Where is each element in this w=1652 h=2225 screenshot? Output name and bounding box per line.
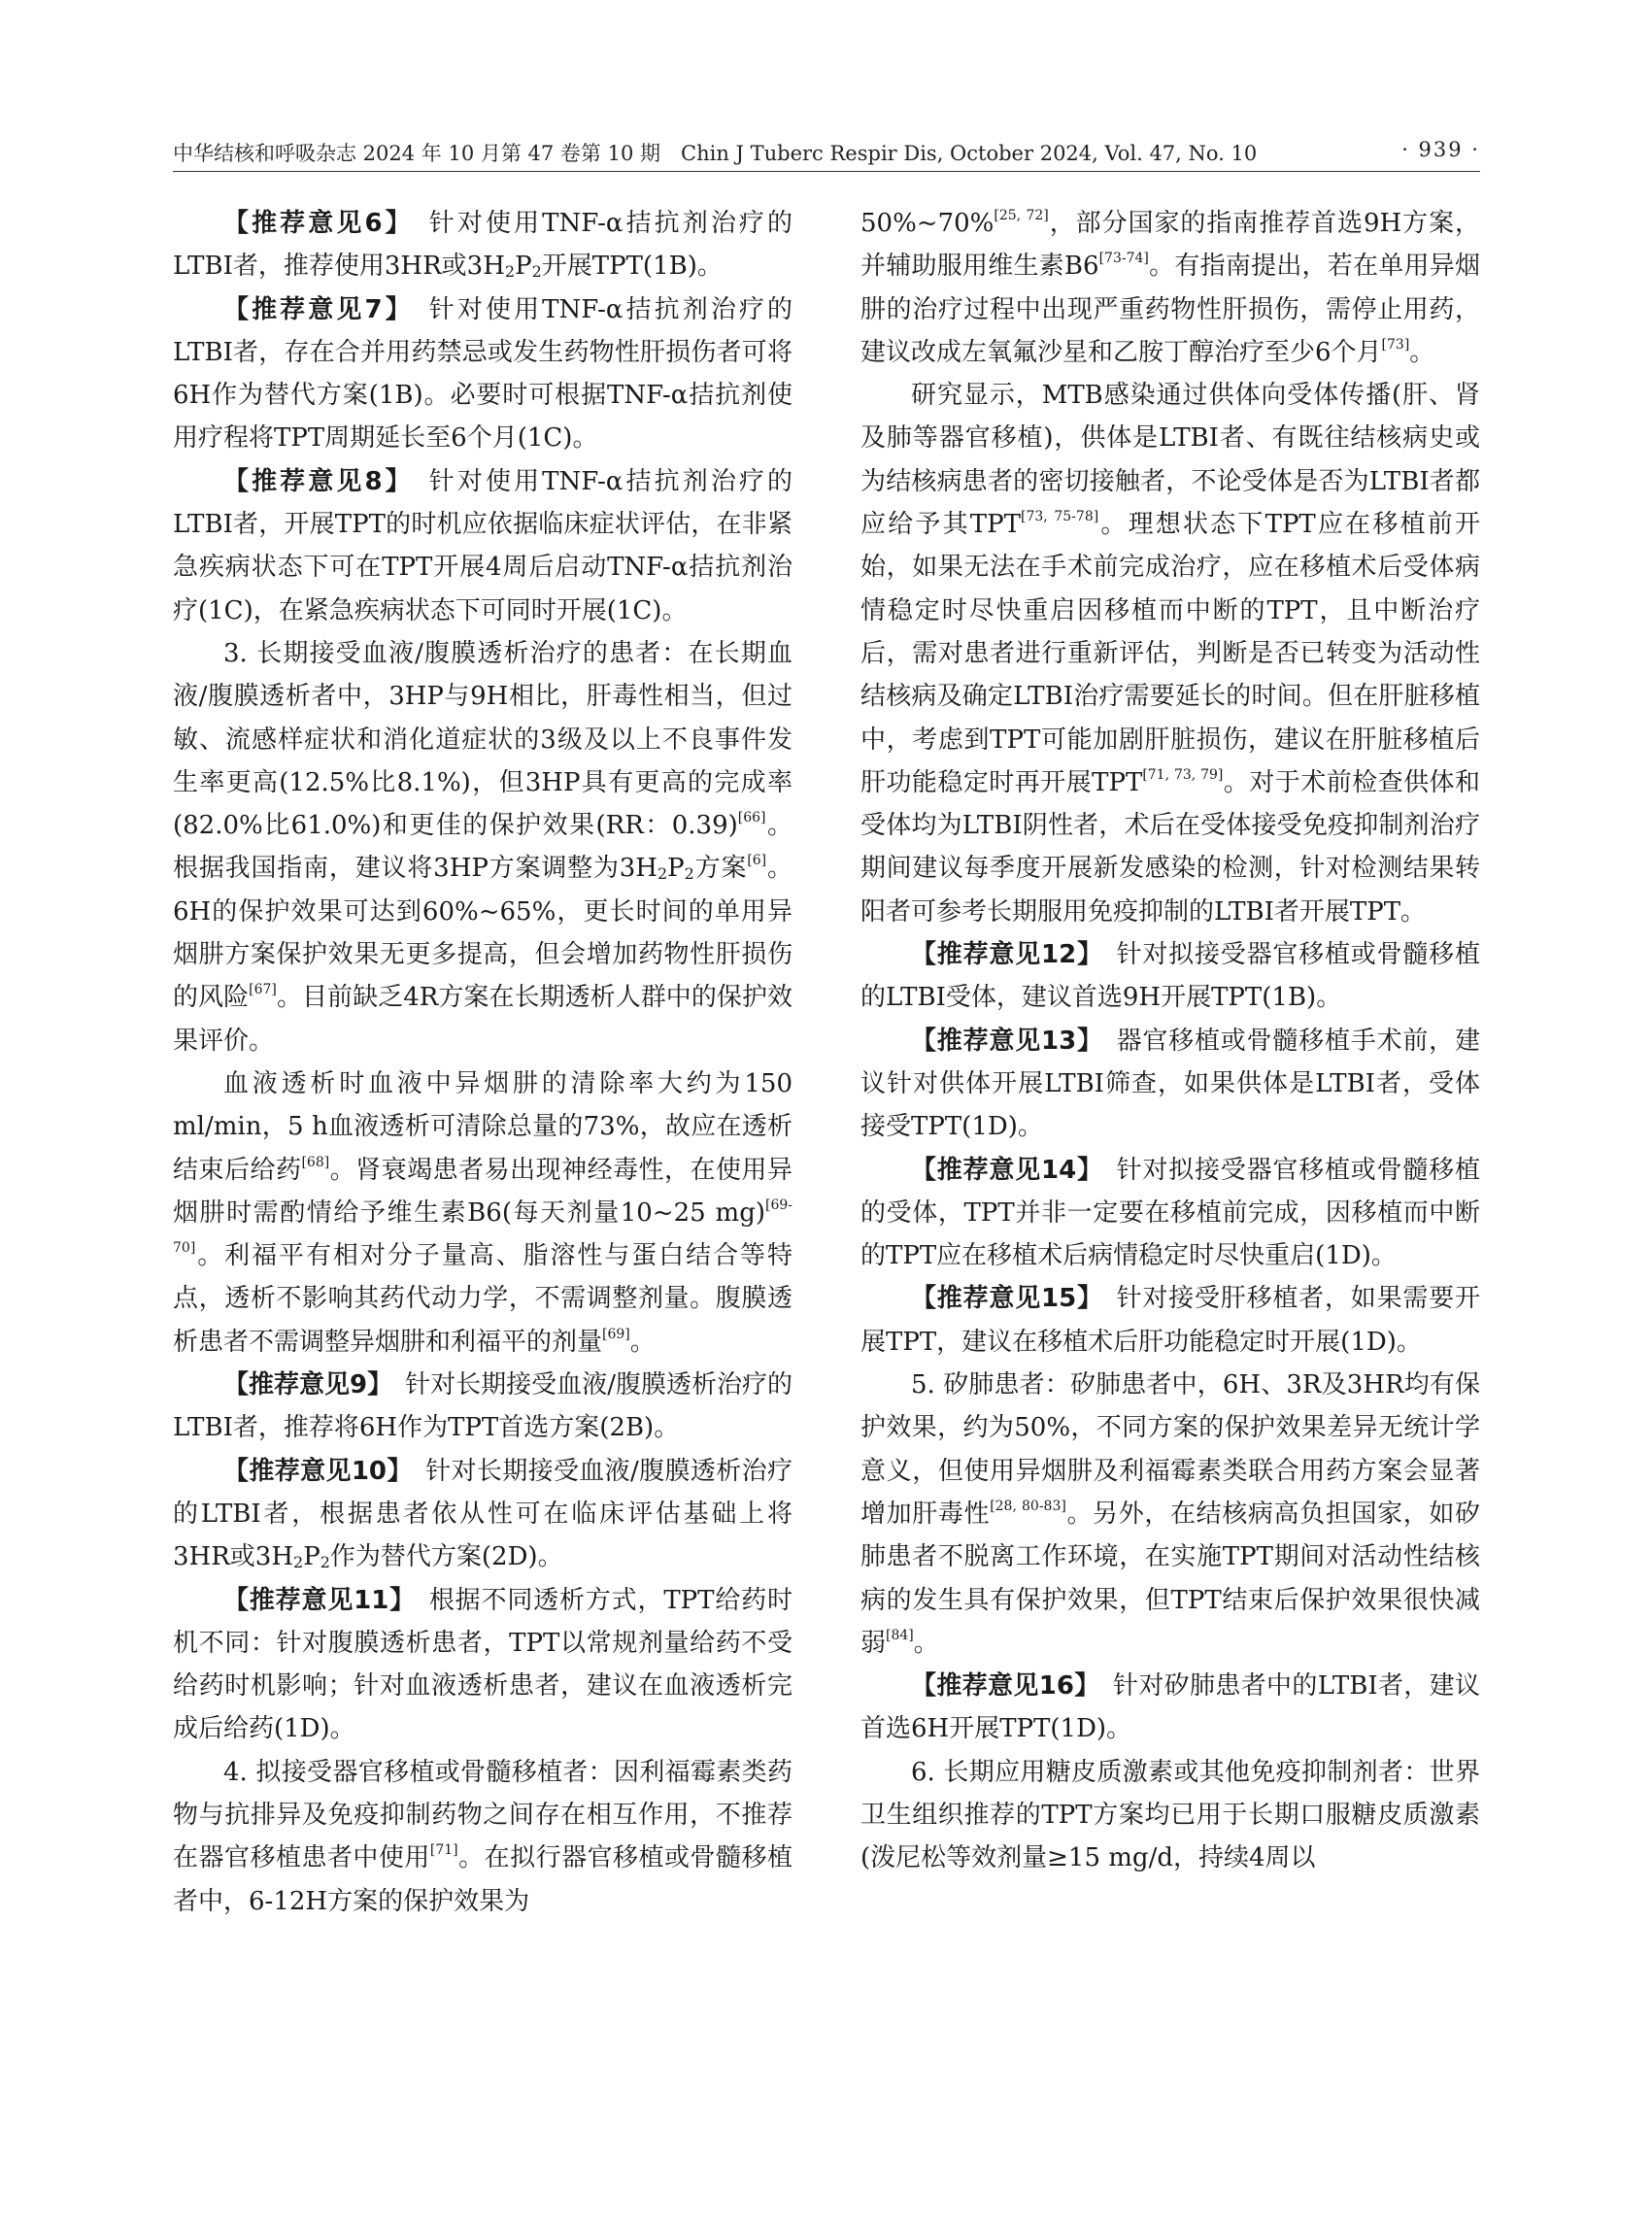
recommendation-10: 【推荐意见10】 针对长期接受血液/腹膜透析治疗的LTBI者，根据患者依从性可在临床评估基础上将3HR或$3H_2P_2$作为替代方案(2D)。 [173, 1456, 792, 1572]
rec-label: 【推荐意见10】 [223, 1456, 400, 1486]
body-paragraph: 5. 矽肺患者：矽肺患者中，6H、3R及3HR均有保护效果，约为50%，不同方案的保护效果差异无统计学意义，但使用异烟肼及利福霉素类联合用药方案会显著增加肝毒性[28, 80-83]。另外，在结核病高负担国家，如矽肺患者不脱离工作环境，在实施TPT期间对活动性结核病的发生具有保护效果，但TPT结束后保护效果很快减弱[84]。 [860, 1370, 1480, 1658]
citation: [73] [1381, 336, 1410, 353]
rec-label: 【推荐意见15】 [911, 1284, 1091, 1314]
rec-label: 【推荐意见8】 [223, 466, 401, 496]
recommendation-9: 【推荐意见9】 针对长期接受血液/腹膜透析治疗的LTBI者，推荐将6H作为TPT首选方案(2B)。 [173, 1370, 792, 1443]
citation: [69] [602, 1326, 630, 1342]
citation: [71] [429, 1842, 458, 1859]
rec-label: 【推荐意见16】 [911, 1671, 1088, 1702]
body-paragraph: 研究显示，MTB感染通过供体向受体传播(肝、肾及肺等器官移植)，供体是LTBI者、有既往结核病史或为结核病患者的密切接触者，不论受体是否为LTBI者都应给予其TPT[73, 75-78]。理想状态下TPT应在移植前开始，如果无法在手术前完成治疗，应在移植术后受体病情稳定时尽快重启因移植而中断的TPT，且中断治疗后，需对患者进行重新评估，判断是否已转变为活动性结核病及确定LTBI治疗需要延长的时间。但在肝脏移植中，考虑到TPT可能加剧肝脏损伤，建议在肝脏移植后肝功能稳定时再开展TPT[71, 73, 79]。对于术前检查供体和受体均为LTBI阴性者，术后在受体接受免疫抑制剂治疗期间建议每季度开展新发感染的检测，针对检测结果转阳者可参考长期服用免疫抑制的LTBI者开展TPT。 [860, 381, 1480, 927]
journal-citation: 中华结核和呼吸杂志 2024 年 10 月第 47 卷第 10 期 Chin J Tuberc Respir Dis, October 2024, Vol. 47, No. 10 [173, 142, 1258, 165]
body-paragraph-continued: 50%~70%[25, 72]，部分国家的指南推荐首选9H方案，并辅助服用维生素B6[73-74]。有指南提出，若在单用异烟肼的治疗过程中出现严重药物性肝损伤，需停止用药，建议改成左氧氟沙星和乙胺丁醇治疗至少6个月[73]。 [860, 208, 1481, 367]
recommendation-8: 【推荐意见8】 针对使用TNF-α拮抗剂治疗的LTBI者，开展TPT的时机应依据临床症状评估，在非紧急疾病状态下可在TPT开展4周后启动TNF-α拮抗剂治疗(1C)，在紧急疾病状态下可同时开展(1C)。 [173, 466, 792, 625]
recommendation-6: 【推荐意见6】 针对使用TNF-α拮抗剂治疗的LTBI者，推荐使用3HR或$3H_2P_2$开展TPT(1B)。 [173, 209, 792, 282]
body-paragraph: 4. 拟接受器官移植或骨髓移植者：因利福霉素类药物与抗排异及免疫抑制药物之间存在相互作用，不推荐在器官移植患者中使用[71]。在拟行器官移植或骨髓移植者中，6-12H方案的保护效果为 [173, 1757, 792, 1916]
right-column [860, 202, 1480, 1880]
recommendation-14: 【推荐意见14】 针对拟接受器官移植或骨髓移植的受体，TPT并非一定要在移植前完成，因移植而中断的TPT应在移植术后病情稳定时尽快重启(1D)。 [860, 1155, 1480, 1271]
recommendation-15: 【推荐意见15】 针对接受肝移植者，如果需要开展TPT，建议在移植术后肝功能稳定时开展(1D)。 [860, 1284, 1480, 1357]
body-paragraph: 3. 长期接受血液/腹膜透析治疗的患者：在长期血液/腹膜透析者中，3HP与9H相比，肝毒性相当，但过敏、流感样症状和消化道症状的3级及以上不良事件发生率更高(12.5%比8.1%)，但3HP具有更高的完成率(82.0%比61.0%)和更佳的保护效果(RR：0.39)[66]。根据我国指南，建议将3HP方案调整为$3H_2P_2$方案[6]。6H的保护效果可达到60%~65%，更长时间的单用异烟肼方案保护效果无更多提高，但会增加药物性肝损伤的风险[67]。目前缺乏4R方案在长期透析人群中的保护效果评价。 [173, 638, 792, 1056]
recommendation-7: 【推荐意见7】 针对使用TNF-α拮抗剂治疗的LTBI者，存在合并用药禁忌或发生药物性肝损伤者可将6H作为替代方案(1B)。必要时可根据TNF-α拮抗剂使用疗程将TPT周期延长至6个月(1C)。 [173, 294, 792, 454]
citation: [71, 73, 79] [1142, 766, 1224, 783]
header-rule [173, 171, 1480, 172]
citation: [6] [747, 853, 767, 869]
recommendation-16: 【推荐意见16】 针对矽肺患者中的LTBI者，建议首选6H开展TPT(1D)。 [860, 1671, 1480, 1744]
citation: [73, 75-78] [1020, 509, 1099, 525]
rec-label: 【推荐意见11】 [223, 1585, 404, 1615]
left-column [173, 202, 792, 1923]
rec-label: 【推荐意见9】 [223, 1370, 381, 1400]
rec-label: 【推荐意见6】 [223, 209, 401, 238]
rec-label: 【推荐意见12】 [911, 940, 1091, 970]
running-header [173, 130, 1480, 169]
citation: [69-70] [173, 1197, 792, 1257]
rec-label: 【推荐意见13】 [911, 1026, 1091, 1056]
citation: [25, 72] [994, 208, 1049, 223]
recommendation-13: 【推荐意见13】 器官移植或骨髓移植手术前，建议针对供体开展LTBI筛查，如果供体是LTBI者，受体接受TPT(1D)。 [860, 1026, 1480, 1142]
page-number: · 939 · [1401, 138, 1480, 161]
citation: [28, 80-83] [990, 1498, 1066, 1514]
recommendation-12: 【推荐意见12】 针对拟接受器官移植或骨髓移植的LTBI受体，建议首选9H开展TPT(1B)。 [860, 940, 1480, 1013]
citation: [73-74] [1098, 251, 1149, 267]
body-paragraph: 血液透析时血液中异烟肼的清除率大约为150 ml/min，5 h血液透析可清除总量的73%，故应在透析结束后给药[68]。肾衰竭患者易出现神经毒性，在使用异烟肼时需酌情给予维生素B6(每天剂量10~25 mg)[69-70]。利福平有相对分子量高、脂溶性与蛋白结合等特点，透析不影响其药代动力学，不需调整剂量。腹膜透析患者不需调整异烟肼和利福平的剂量[69]。 [173, 1068, 792, 1357]
body-paragraph: 6. 长期应用糖皮质激素或其他免疫抑制剂者：世界卫生组织推荐的TPT方案均已用于长期口服糖皮质激素(泼尼松等效剂量≥15 mg/d，持续4周以 [860, 1757, 1480, 1873]
citation: [67] [249, 982, 277, 998]
rec-label: 【推荐意见7】 [223, 294, 401, 324]
rec-label: 【推荐意见14】 [911, 1155, 1091, 1185]
recommendation-11: 【推荐意见11】 根据不同透析方式，TPT给药时机不同：针对腹膜透析患者，TPT以常规剂量给药不受给药时机影响；针对血液透析患者，建议在血液透析完成后给药(1D)。 [173, 1585, 793, 1744]
citation: [66] [737, 810, 766, 826]
citation: [84] [886, 1627, 914, 1643]
citation: [68] [301, 1154, 330, 1170]
